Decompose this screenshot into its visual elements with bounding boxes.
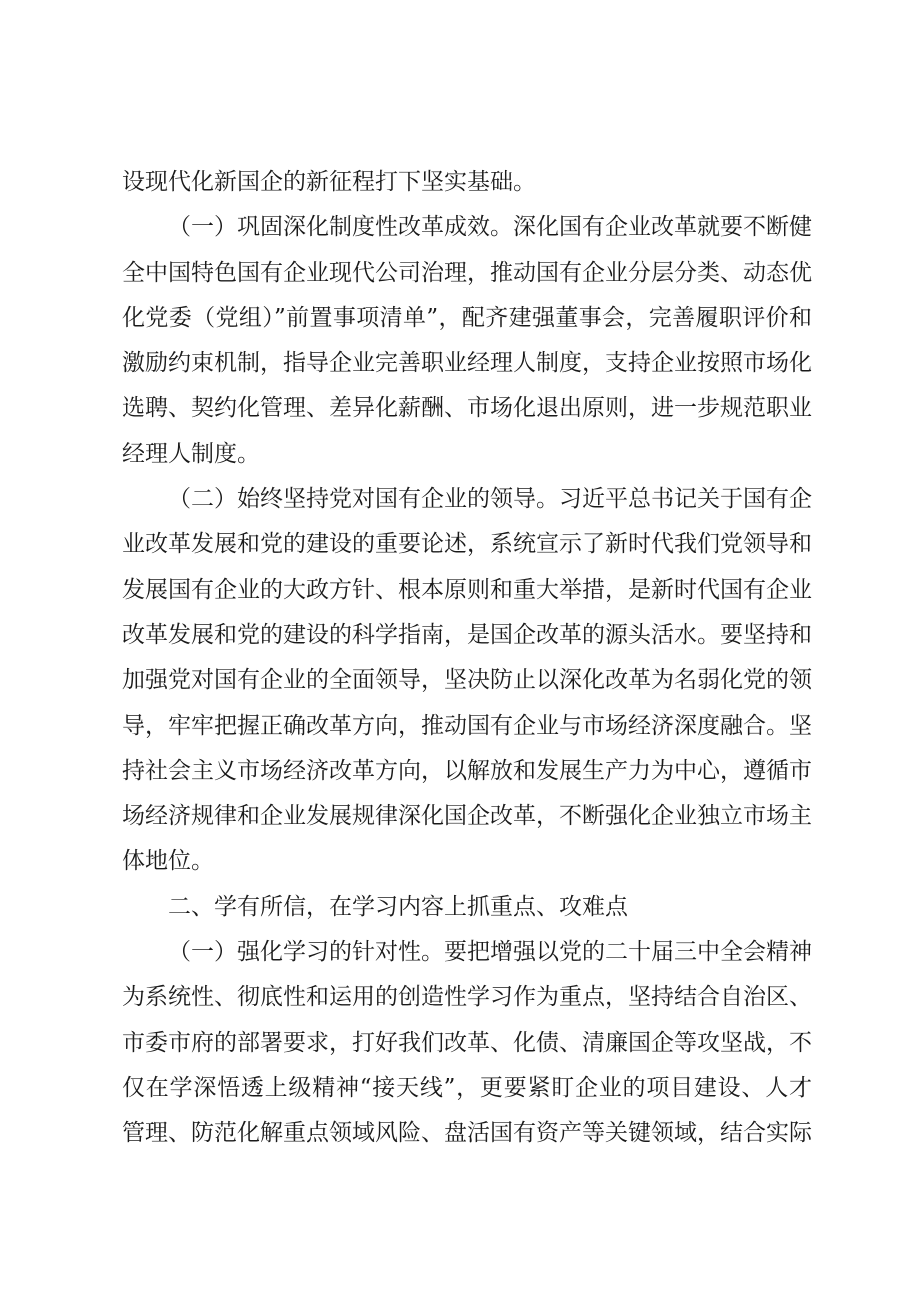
paragraph-consolidate-reform: （一）巩固深化制度性改革成效。深化国有企业改革就要不断健全中国特色国有企业现代公司治理，推动国有企业分层分类、动态优化党委（党组）”前置事项清单”，配齐建强董事会，完善履职评价和激励约束机制，指导企业完善职业经理人制度，支持企业按照市场化选聘、契约化管理、差异化薪酬、市场化退出原则，进一步规范职业经理人制度。 bbox=[122, 214, 812, 467]
paragraph-study-focus: （一）强化学习的针对性。要把增强以党的二十届三中全会精神为系统性、彻底性和运用的创造性学习作为重点，坚持结合自治区、市委市府的部署要求，打好我们改革、化债、清廉国企等攻坚战，不仅在学深悟透上级精神“接天线”，更要紧盯企业的项目建设、人才管理、防范化解重点领域风险、盘活国有资产等关键领域，结合实际 bbox=[122, 939, 812, 1147]
paragraph-party-leadership: （二）始终坚持党对国有企业的领导。习近平总书记关于国有企业改革发展和党的建设的重要论述，系统宣示了新时代我们党领导和发展国有企业的大政方针、根本原则和重大举措，是新时代国有企业改革发展和党的建设的科学指南，是国企改革的源头活水。要坚持和加强党对国有企业的全面领导，坚决防止以深化改革为名弱化党的领导，牢牢把握正确改革方向，推动国有企业与市场经济深度融合。坚持社会主义市场经济改革方向，以解放和发展生产力为中心，遵循市场经济规律和企业发展规律深化国企改革，不断强化企业独立市场主体地位。 bbox=[122, 486, 812, 875]
section-heading-two: 二、学有所信，在学习内容上抓重点、攻难点 bbox=[168, 893, 628, 920]
paragraph-continuation: 设现代化新国企的新征程打下坚实基础。 bbox=[122, 169, 536, 195]
document-body bbox=[122, 160, 812, 1157]
